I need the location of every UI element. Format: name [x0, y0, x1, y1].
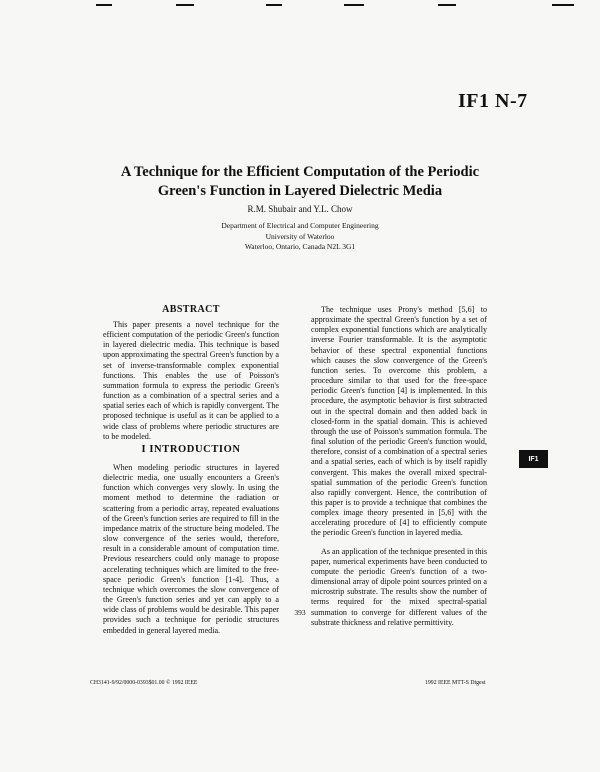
title-line-1: A Technique for the Efficient Computation of the Periodic: [120, 164, 480, 180]
right-paragraph-2: As an application of the technique presented in this paper, numerical experiments have been conducted to compute the periodic Green's function of a two-dimensional array of dipole point sources printed on a microstrip substrate. The results show the number of terms required for the mixed spectral-spatial summation to converge for different values of the substrate thickness and relative permittivity.: [311, 546, 487, 627]
authors: R.M. Shubair and Y.L. Chow: [247, 204, 353, 214]
paper-title: [60, 163, 540, 201]
session-side-tab: IF1: [519, 450, 548, 468]
affiliation-line-1: Department of Electrical and Computer Engineering: [221, 221, 379, 230]
affiliation-line-3: Waterloo, Ontario, Canada N2L 3G1: [244, 242, 356, 251]
footer-copyright: CH3141-9/92/0000-0393$01.00 © 1992 IEEE: [90, 680, 198, 686]
session-code: IF1 N-7: [458, 90, 528, 112]
abstract-heading: ABSTRACT: [162, 304, 220, 315]
abstract-text: This paper presents a novel technique for the efficient computation of the periodic Green's function in layered dielectric media. This technique is based upon approximating the spectral Green's function by a set of inverse-transformable complex exponential functions. This enables the use of Poisson's summation formula to express the periodic Green's function as a combination of a spectral series and a spatial series each of which is rapidly convergent. The proposed technique is useful as it can be applied to a wide class of problems where periodic structures are to be modeled.: [103, 320, 279, 441]
scan-top-marks: [0, 0, 600, 10]
abstract-body: [103, 320, 279, 442]
introduction-text: When modeling periodic structures in layered dielectric media, one usually encounters a Green's function which converges very slowly. In using the moment method to determine the radiation or scattering from a periodic array, repeated evaluations of the Green's function series are required to fill in the impedance matrix of the structure being modeled. The slow convergence of the series would, therefore, result in a considerable amount of computation time. Previous researchers could only manage to propose accelerating techniques which are limited to the free-space periodic Green's function [1-4]. Thus, a technique which overcomes the slow convergence of the Green's function series and yet can apply to a wide class of problems would be desirable. This paper provides such a technique for periodic structures embedded in general layered media.: [103, 463, 279, 635]
title-line-2: Green's Function in Layered Dielectric Media: [157, 183, 443, 199]
affiliation-line-2: University of Waterloo: [265, 231, 335, 241]
introduction-heading: I INTRODUCTION: [141, 444, 241, 455]
right-paragraph-1: The technique uses Prony's method [5,6] to approximate the spectral Green's function by a set of complex exponential functions which are analytically inverse Fourier transformable. It is the asymptotic behavior of these spectral exponential functions which causes the slow convergence of the Green's function series. To overcome this problem, a procedure similar to that used for the free-space periodic Green's function [4] is implemented. In this procedure, the asymptotic behavior is first subtracted out in the spectral domain and then added back in closed-form in the spatial domain. This is achieved through the use of Poisson's summation formula. The final solution of the periodic Green's function would, therefore, consist of a combination of a spectral series and a spatial series, each of which is by itself rapidly convergent. This makes the overall mixed spectral-spatial summation of the periodic Green's function also rapidly convergent. Hence, the contribution of this paper is to provide a technique that combines the complex image theory presented in [5,6] with the accelerating procedure of [4] to efficiently compute the periodic Green's function in layered media.: [311, 305, 487, 538]
footer-digest: 1992 IEEE MTT-S Digest: [425, 680, 486, 686]
affiliation: [0, 221, 600, 253]
right-column: [311, 305, 487, 628]
page-number: 393: [294, 608, 306, 617]
